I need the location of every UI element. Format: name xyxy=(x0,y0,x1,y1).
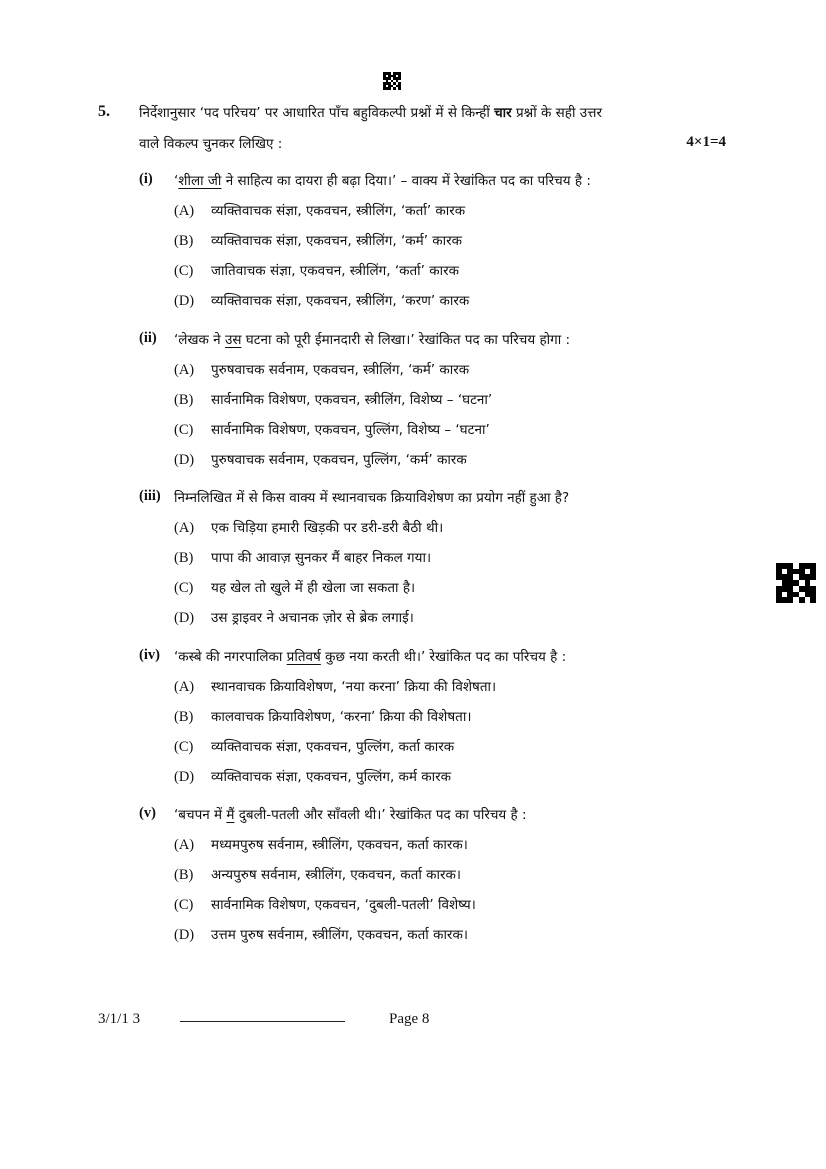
option-letter: (C) xyxy=(174,739,194,755)
paper-code: 3/1/1 3 xyxy=(98,1011,141,1027)
question-instruction xyxy=(139,103,602,121)
text-post: कुछ नया करती थी।’ रेखांकित पद का परिचय है : xyxy=(320,649,567,665)
sub-question-number: (ii) xyxy=(139,330,157,346)
qr-code-side xyxy=(776,563,816,603)
option-letter: (B) xyxy=(174,233,194,249)
option-letter: (D) xyxy=(174,452,195,468)
option-b[interactable] xyxy=(174,707,471,726)
underlined-word: प्रतिवर्ष xyxy=(286,649,321,665)
option-text: सार्वनामिक विशेषण, एकवचन, स्त्रीलिंग, विशेष्य – ‘घटना’ xyxy=(211,392,493,408)
text-pre: ‘ xyxy=(174,173,179,189)
option-text: व्यक्तिवाचक संज्ञा, एकवचन, पुल्लिंग, कर्ता कारक xyxy=(211,739,455,755)
option-text: अन्यपुरुष सर्वनाम, स्त्रीलिंग, एकवचन, कर्ता कारक। xyxy=(211,867,461,883)
option-letter: (C) xyxy=(174,897,194,913)
option-a[interactable] xyxy=(174,835,468,854)
option-text: व्यक्तिवाचक संज्ञा, एकवचन, स्त्रीलिंग, ‘कर्म’ कारक xyxy=(211,233,463,249)
text-pre: ‘लेखक ने xyxy=(174,332,225,348)
option-letter: (C) xyxy=(174,422,194,438)
option-text: व्यक्तिवाचक संज्ञा, एकवचन, पुल्लिंग, कर्म कारक xyxy=(211,769,452,785)
marks-allocation: 4×1=4 xyxy=(686,134,726,150)
option-letter: (A) xyxy=(174,362,195,378)
option-letter: (A) xyxy=(174,520,195,536)
option-letter: (D) xyxy=(174,769,195,785)
option-text: पुरुषवाचक सर्वनाम, एकवचन, पुल्लिंग, ‘कर्म’ कारक xyxy=(211,452,467,468)
text-post: घटना को पूरी ईमानदारी से लिखा।’ रेखांकित पद का परिचय होगा : xyxy=(241,332,571,348)
text-post: दुबली-पतली और साँवली थी।’ रेखांकित पद का परिचय है : xyxy=(234,807,527,823)
option-c[interactable] xyxy=(174,895,476,914)
option-d[interactable] xyxy=(174,608,414,627)
question-number: 5. xyxy=(98,103,110,120)
option-b[interactable] xyxy=(174,231,462,250)
option-text: जातिवाचक संज्ञा, एकवचन, स्त्रीलिंग, ‘कर्ता’ कारक xyxy=(211,263,460,279)
sub-question-number: (i) xyxy=(139,171,153,187)
option-a[interactable] xyxy=(174,201,465,220)
option-a[interactable] xyxy=(174,518,443,537)
option-text: एक चिड़िया हमारी खिड़की पर डरी-डरी बैठी थी। xyxy=(211,520,444,536)
option-letter: (B) xyxy=(174,550,194,566)
sub-question-number: (iv) xyxy=(139,647,160,663)
sub-question-text: निम्नलिखित में से किस वाक्य में स्थानवाचक क्रियाविशेषण का प्रयोग नहीं हुआ है? xyxy=(174,490,570,506)
option-text: यह खेल तो खुले में ही खेला जा सकता है। xyxy=(211,580,416,596)
option-text: पुरुषवाचक सर्वनाम, एकवचन, स्त्रीलिंग, ‘कर्म’ कारक xyxy=(211,362,470,378)
sub-question-number: (iii) xyxy=(139,488,161,504)
option-d[interactable] xyxy=(174,925,468,944)
option-letter: (A) xyxy=(174,837,195,853)
instruction-text-2: प्रश्नों के सही उत्तर xyxy=(511,105,602,121)
option-letter: (C) xyxy=(174,263,194,279)
sub-question-text xyxy=(174,805,527,823)
underlined-word: उस xyxy=(224,332,242,348)
option-letter: (A) xyxy=(174,679,195,695)
option-c[interactable] xyxy=(174,578,415,597)
option-a[interactable] xyxy=(174,360,469,379)
option-text: मध्यमपुरुष सर्वनाम, स्त्रीलिंग, एकवचन, कर्ता कारक। xyxy=(211,837,468,853)
sub-question-number: (v) xyxy=(139,805,156,821)
option-text: सार्वनामिक विशेषण, एकवचन, पुल्लिंग, विशेष्य – ‘घटना’ xyxy=(211,422,490,438)
text-pre: ‘बचपन में xyxy=(174,807,227,823)
option-b[interactable] xyxy=(174,390,492,409)
qr-code-top xyxy=(383,72,401,90)
option-letter: (B) xyxy=(174,709,194,725)
option-letter: (A) xyxy=(174,203,195,219)
option-text: पापा की आवाज़ सुनकर मैं बाहर निकल गया। xyxy=(211,550,432,566)
question-instruction-line2: वाले विकल्प चुनकर लिखिए : xyxy=(139,136,283,152)
page-number: Page 8 xyxy=(389,1011,430,1027)
option-text: उस ड्राइवर ने अचानक ज़ोर से ब्रेक लगाई। xyxy=(211,610,414,626)
option-c[interactable] xyxy=(174,420,490,439)
option-text: कालवाचक क्रियाविशेषण, ‘करना’ क्रिया की विशेषता। xyxy=(211,709,472,725)
text-post: ने साहित्य का दायरा ही बढ़ा दिया।’ – वाक्य में रेखांकित पद का परिचय है : xyxy=(221,173,591,189)
option-text: उत्तम पुरुष सर्वनाम, स्त्रीलिंग, एकवचन, कर्ता कारक। xyxy=(211,927,468,943)
option-c[interactable] xyxy=(174,261,459,280)
option-text: स्थानवाचक क्रियाविशेषण, ‘नया करना’ क्रिया की विशेषता। xyxy=(211,679,497,695)
option-d[interactable] xyxy=(174,291,469,310)
footer-divider xyxy=(180,1021,345,1022)
option-c[interactable] xyxy=(174,737,454,756)
option-a[interactable] xyxy=(174,677,496,696)
option-letter: (C) xyxy=(174,580,194,596)
underlined-word: शीला जी xyxy=(178,173,222,189)
option-b[interactable] xyxy=(174,548,431,567)
option-text: व्यक्तिवाचक संज्ञा, एकवचन, स्त्रीलिंग, ‘कर्ता’ कारक xyxy=(211,203,466,219)
underlined-word: मैं xyxy=(226,807,235,823)
sub-question-text xyxy=(174,330,570,348)
option-letter: (D) xyxy=(174,293,195,309)
option-letter: (B) xyxy=(174,867,194,883)
instruction-bold: चार xyxy=(494,105,512,121)
option-d[interactable] xyxy=(174,450,467,469)
sub-question-text xyxy=(174,171,591,189)
option-letter: (D) xyxy=(174,610,195,626)
option-text: सार्वनामिक विशेषण, एकवचन, ‘दुबली-पतली’ विशेष्य। xyxy=(211,897,476,913)
sub-question-text xyxy=(174,647,566,665)
option-d[interactable] xyxy=(174,767,451,786)
instruction-text-1: निर्देशानुसार ‘पद परिचय’ पर आधारित पाँच बहुविकल्पी प्रश्नों में से किन्हीं xyxy=(139,105,495,121)
option-letter: (B) xyxy=(174,392,194,408)
option-letter: (D) xyxy=(174,927,195,943)
option-text: व्यक्तिवाचक संज्ञा, एकवचन, स्त्रीलिंग, ‘करण’ कारक xyxy=(211,293,470,309)
text-pre: ‘कस्बे की नगरपालिका xyxy=(174,649,287,665)
option-b[interactable] xyxy=(174,865,461,884)
